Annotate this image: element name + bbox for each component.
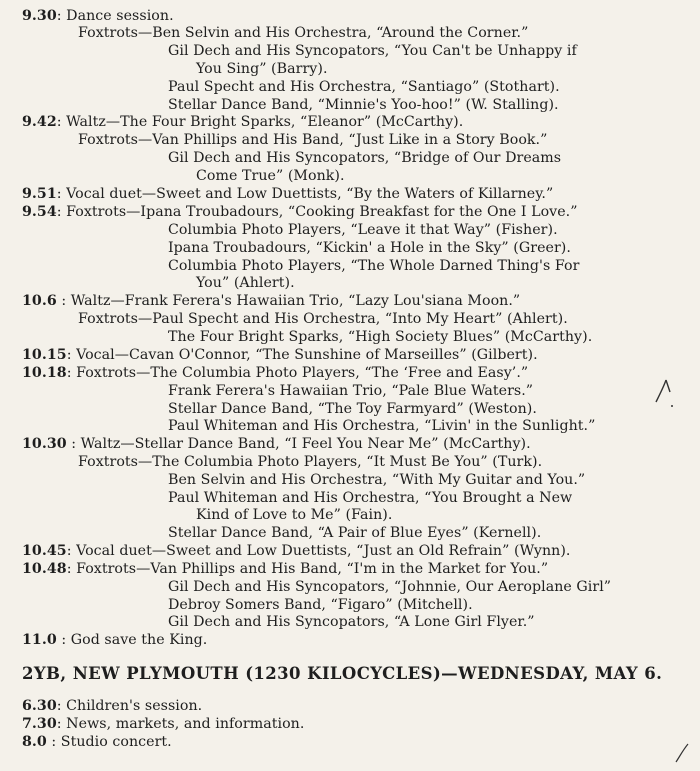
entry-line (168, 240, 571, 257)
entry-line (168, 43, 577, 60)
entry-line (168, 383, 533, 400)
entry-time: 10.30 (22, 436, 67, 452)
entry-text: : Waltz—Frank Ferera's Hawaiian Trio, “Lazy Lou'siana Moon.” (56, 293, 521, 309)
entry-text: Debroy Somers Band, “Figaro” (Mitchell). (168, 597, 473, 613)
entry-line (78, 25, 528, 42)
entry-line (168, 401, 537, 418)
entry-time: 10.45 (22, 543, 67, 559)
entry-line (168, 472, 585, 489)
entry-text: : News, markets, and information. (56, 716, 305, 732)
entry-line (196, 275, 295, 292)
entry-text: Paul Whiteman and His Orchestra, “Livin' in the Sunlight.” (168, 418, 596, 434)
entry-text: Stellar Dance Band, “A Pair of Blue Eyes” (Kernell). (168, 525, 542, 541)
entry-line (22, 114, 463, 131)
entry-time: 9.54 (22, 204, 57, 220)
entry-text: Gil Dech and His Syncopators, “Johnnie, Our Aeroplane Girl” (168, 579, 612, 595)
entry-line (22, 8, 174, 25)
entry-line (22, 734, 172, 751)
entry-text: : Children's session. (56, 698, 203, 714)
entry-line (22, 698, 202, 715)
entry-text: : Vocal duet—Sweet and Low Duettists, “Just an Old Refrain” (Wynn). (66, 543, 571, 559)
entry-line (168, 597, 473, 614)
entry-text: Columbia Photo Players, “Leave it that Way” (Fisher). (168, 222, 558, 238)
entry-text: You Sing” (Barry). (196, 61, 328, 77)
entry-text: : Vocal duet—Sweet and Low Duettists, “By the Waters of Killarney.” (56, 186, 554, 202)
entry-text: Kind of Love to Me” (Fain). (196, 507, 393, 523)
pen-mark-icon (652, 376, 676, 412)
entry-line (78, 454, 542, 471)
entry-text: : Vocal—Cavan O'Connor, “The Sunshine of Marseilles” (Gilbert). (66, 347, 538, 363)
entry-time: 10.6 (22, 293, 57, 309)
entry-line (22, 204, 578, 221)
entry-time: 6.30 (22, 698, 57, 714)
entry-text: : Studio concert. (46, 734, 172, 750)
entry-line (196, 61, 328, 78)
entry-text: Ben Selvin and His Orchestra, “With My Guitar and You.” (168, 472, 586, 488)
entry-time: 11.0 (22, 632, 57, 648)
entry-line (168, 525, 541, 542)
entry-text: Frank Ferera's Hawaiian Trio, “Pale Blue Waters.” (168, 383, 534, 399)
entry-time: 8.0 (22, 734, 47, 750)
entry-text: Foxtrots—The Columbia Photo Players, “It Must Be You” (Turk). (78, 454, 543, 470)
entry-time: 7.30 (22, 716, 57, 732)
entry-line (168, 614, 535, 631)
entry-text: : Foxtrots—Ipana Troubadours, “Cooking Breakfast for the One I Love.” (56, 204, 578, 220)
entry-time: 10.48 (22, 561, 67, 577)
entry-text: Paul Whiteman and His Orchestra, “You Brought a New (168, 490, 573, 506)
pen-mark-icon (672, 742, 692, 766)
entry-line (22, 436, 531, 453)
entry-text: : Dance session. (56, 8, 174, 24)
entry-line (196, 168, 345, 185)
entry-text: : Waltz—Stellar Dance Band, “I Feel You Near Me” (McCarthy). (66, 436, 531, 452)
entry-line (22, 632, 207, 649)
entry-line (168, 579, 611, 596)
entry-text: Gil Dech and His Syncopators, “Bridge of Our Dreams (168, 150, 562, 166)
entry-text: Gil Dech and His Syncopators, “You Can't be Unhappy if (168, 43, 577, 59)
entry-line (78, 132, 547, 149)
entry-text: Paul Specht and His Orchestra, “Santiago” (Stothart). (168, 79, 560, 95)
entry-line (168, 79, 560, 96)
entry-time: 10.18 (22, 365, 67, 381)
entry-line (22, 186, 553, 203)
entry-line (22, 347, 538, 364)
entry-line (22, 293, 520, 310)
entry-text: : God save the King. (56, 632, 208, 648)
entry-text: : Foxtrots—Van Phillips and His Band, “I'm in the Market for You.” (66, 561, 549, 577)
entry-text: Foxtrots—Van Phillips and His Band, “Just Like in a Story Book.” (78, 132, 548, 148)
entry-line (78, 311, 568, 328)
entry-line (168, 97, 559, 114)
entry-time: 9.30 (22, 8, 57, 24)
entry-line (168, 222, 558, 239)
entry-text: Stellar Dance Band, “Minnie's Yoo-hoo!” (W. Stalling). (168, 97, 559, 113)
entry-line (168, 329, 592, 346)
entry-text: The Four Bright Sparks, “High Society Blues” (McCarthy). (168, 329, 593, 345)
entry-text: You” (Ahlert). (196, 275, 295, 291)
entry-line (168, 150, 561, 167)
entry-line (22, 543, 570, 560)
entry-line (196, 507, 392, 524)
entry-text: Columbia Photo Players, “The Whole Darned Thing's For (168, 258, 580, 274)
entry-text: Come True” (Monk). (196, 168, 345, 184)
entry-text: Ipana Troubadours, “Kickin' a Hole in the Sky” (Greer). (168, 240, 571, 256)
entry-line (22, 716, 304, 733)
entry-time: 10.15 (22, 347, 67, 363)
entry-line (22, 365, 528, 382)
entry-line (22, 561, 548, 578)
entry-time: 9.42 (22, 114, 57, 130)
station-heading: 2YB, NEW PLYMOUTH (1230 KILOCYCLES)—WEDNESDAY, MAY 6. (22, 664, 663, 683)
entry-text: : Foxtrots—The Columbia Photo Players, “The ‘Free and Easy’.” (66, 365, 529, 381)
entry-text: Stellar Dance Band, “The Toy Farmyard” (Weston). (168, 401, 537, 417)
entry-text: Foxtrots—Ben Selvin and His Orchestra, “Around the Corner.” (78, 25, 529, 41)
entry-time: 9.51 (22, 186, 57, 202)
entry-line (168, 490, 572, 507)
entry-text: Gil Dech and His Syncopators, “A Lone Girl Flyer.” (168, 614, 535, 630)
entry-line (168, 418, 595, 435)
entry-line (168, 258, 579, 275)
entry-text: Foxtrots—Paul Specht and His Orchestra, “Into My Heart” (Ahlert). (78, 311, 568, 327)
entry-text: : Waltz—The Four Bright Sparks, “Eleanor” (McCarthy). (56, 114, 464, 130)
